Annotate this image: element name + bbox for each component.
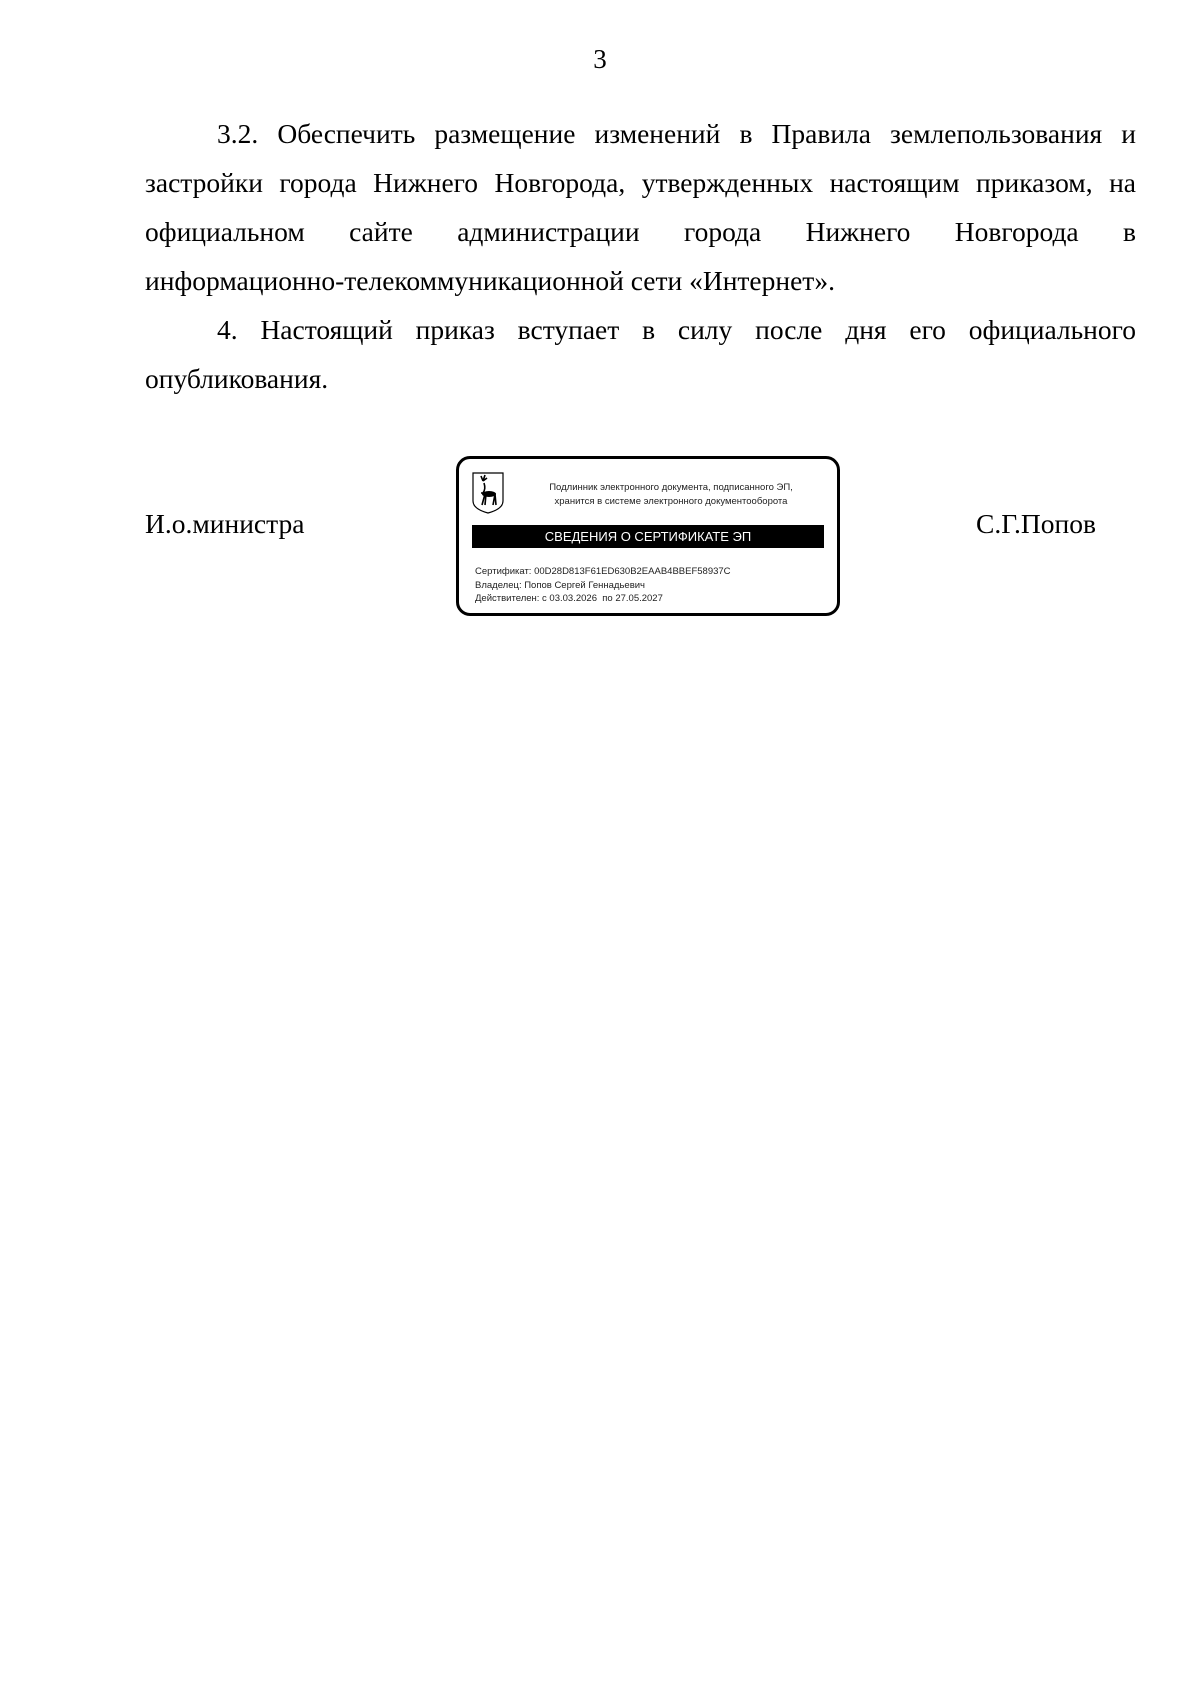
paragraph-2-line-2: опубликования. — [145, 363, 329, 394]
stamp-header — [515, 481, 827, 509]
paragraph-1-line-2: застройки города Нижнего Новгорода, утвержденных настоящим приказом, на — [145, 167, 1136, 198]
signer-name: С.Г.Попов — [976, 508, 1096, 539]
coat-of-arms-icon — [471, 471, 505, 515]
certificate-validity: Действителен: с 03.03.2026 по 27.05.2027 — [475, 593, 663, 604]
stamp-header-line-1: Подлинник электронного документа, подписанного ЭП, — [549, 482, 793, 493]
paragraph-1-line-4: информационно-телекоммуникационной сети «Интернет». — [145, 265, 835, 296]
certificate-owner: Владелец: Попов Сергей Геннадьевич — [475, 579, 646, 591]
stamp-header-line-2: хранится в системе электронного документооборота — [554, 496, 788, 507]
signer-position: И.о.министра — [145, 508, 305, 539]
paragraph-2-line-1: 4. Настоящий приказ вступает в силу после дня его официального — [217, 314, 1136, 345]
certificate-number: Сертификат: 00D28D813F61ED630B2EAAB4BBEF58937C — [475, 566, 731, 577]
electronic-signature-stamp — [456, 456, 840, 616]
stamp-info — [475, 565, 731, 606]
paragraph-1-line-3: официальном сайте администрации города Нижнего Новгорода в — [145, 216, 1136, 247]
paragraph-1-line-1: 3.2. Обеспечить размещение изменений в Правила землепользования и — [217, 118, 1136, 149]
stamp-title: СВЕДЕНИЯ О СЕРТИФИКАТЕ ЭП — [472, 525, 824, 548]
page-number: 3 — [593, 44, 607, 74]
